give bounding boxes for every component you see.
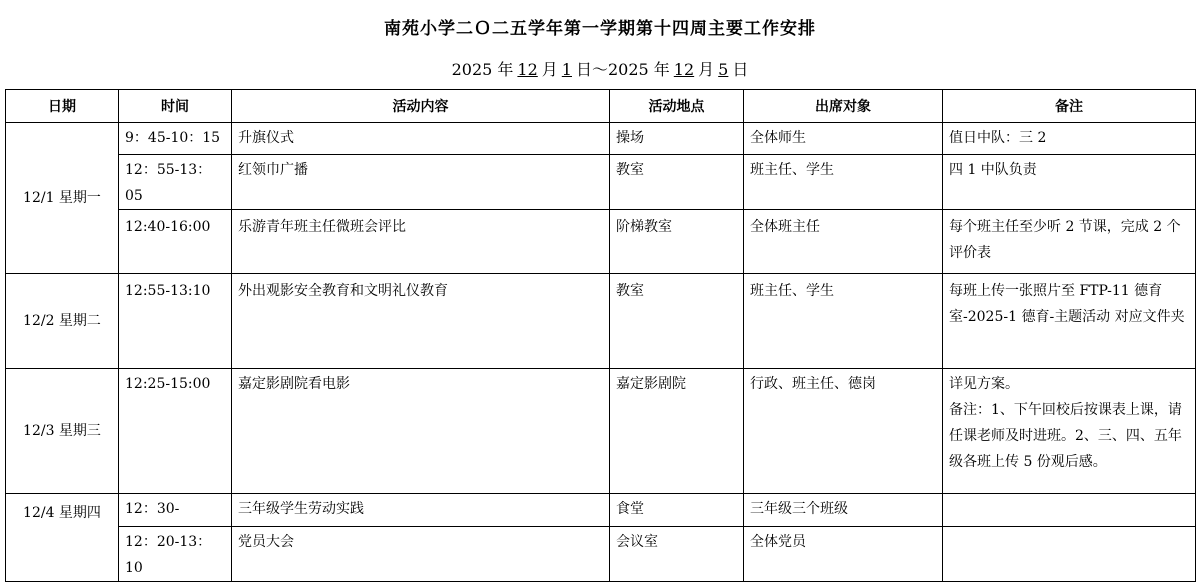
time-cell: 12：55-13：05 [119, 155, 232, 210]
header-notes: 备注 [943, 90, 1196, 123]
note-line: 备注：1、下午回校后按课表上课，请任课老师及时进班。2、三、四、五年级各班上传 5 份观后感。 [949, 402, 1182, 470]
notes-cell [943, 369, 1196, 494]
attendees-cell: 班主任、学生 [744, 274, 943, 369]
activity-cell: 乐游青年班主任微班会评比 [232, 210, 610, 274]
start-month: 12 [517, 60, 538, 79]
date-cell: 12/4 星期四 [6, 494, 119, 582]
month-label-2: 月 [698, 60, 715, 79]
notes-cell [943, 527, 1196, 582]
time-cell: 12:40-16:00 [119, 210, 232, 274]
attendees-cell: 全体党员 [744, 527, 943, 582]
date-cell: 12/3 星期三 [6, 369, 119, 494]
table-row [6, 210, 1196, 274]
day-label-tilde: 日～2025 年 [575, 60, 670, 79]
attendees-cell: 班主任、学生 [744, 155, 943, 210]
header-row [6, 90, 1196, 123]
page-title: 南苑小学二Ｏ二五学年第一学期第十四周主要工作安排 [384, 19, 816, 39]
attendees-cell: 全体师生 [744, 123, 943, 155]
start-year-prefix: 2025 年 [451, 60, 514, 79]
location-cell: 操场 [610, 123, 744, 155]
attendees-cell: 全体班主任 [744, 210, 943, 274]
location-cell: 嘉定影剧院 [610, 369, 744, 494]
day-label-end: 日 [732, 60, 749, 79]
time-cell: 12:55-13:10 [119, 274, 232, 369]
time-cell: 12：30- [119, 494, 232, 527]
table-row [6, 274, 1196, 369]
header-activity: 活动内容 [232, 90, 610, 123]
location-cell: 阶梯教室 [610, 210, 744, 274]
date-cell: 12/1 星期一 [6, 123, 119, 274]
location-cell: 教室 [610, 274, 744, 369]
note-line: 详见方案。 [949, 376, 1019, 392]
notes-cell: 值日中队：三 2 [943, 123, 1196, 155]
table-row [6, 123, 1196, 155]
header-time: 时间 [119, 90, 232, 123]
table-row [6, 369, 1196, 494]
location-cell: 会议室 [610, 527, 744, 582]
header-attendees: 出席对象 [744, 90, 943, 123]
activity-cell: 升旗仪式 [232, 123, 610, 155]
end-month: 12 [673, 60, 695, 79]
table-row [6, 494, 1196, 527]
activity-cell: 嘉定影剧院看电影 [232, 369, 610, 494]
header-date: 日期 [6, 90, 119, 123]
table-row [6, 155, 1196, 210]
time-cell: 12：20-13：10 [119, 527, 232, 582]
attendees-cell: 三年级三个班级 [744, 494, 943, 527]
date-cell: 12/2 星期二 [6, 274, 119, 369]
activity-cell: 党员大会 [232, 527, 610, 582]
table-row [6, 527, 1196, 582]
attendees-cell: 行政、班主任、德岗 [744, 369, 943, 494]
notes-cell: 四 1 中队负责 [943, 155, 1196, 210]
header-location: 活动地点 [610, 90, 744, 123]
date-range [0, 57, 1200, 80]
location-cell: 食堂 [610, 494, 744, 527]
end-day: 5 [718, 60, 729, 79]
start-day: 1 [561, 60, 572, 79]
notes-cell: 每班上传一张照片至 FTP-11 德育室-2025-1 德育-主题活动 对应文件夹 [943, 274, 1196, 369]
activity-cell: 三年级学生劳动实践 [232, 494, 610, 527]
activity-cell: 外出观影安全教育和文明礼仪教育 [232, 274, 610, 369]
notes-cell [943, 494, 1196, 527]
schedule-table [5, 89, 1196, 582]
location-cell: 教室 [610, 155, 744, 210]
time-cell: 12:25-15:00 [119, 369, 232, 494]
notes-cell: 每个班主任至少听 2 节课，完成 2 个评价表 [943, 210, 1196, 274]
time-cell: 9：45-10：15 [119, 123, 232, 155]
activity-cell: 红领巾广播 [232, 155, 610, 210]
month-label-1: 月 [541, 60, 558, 79]
